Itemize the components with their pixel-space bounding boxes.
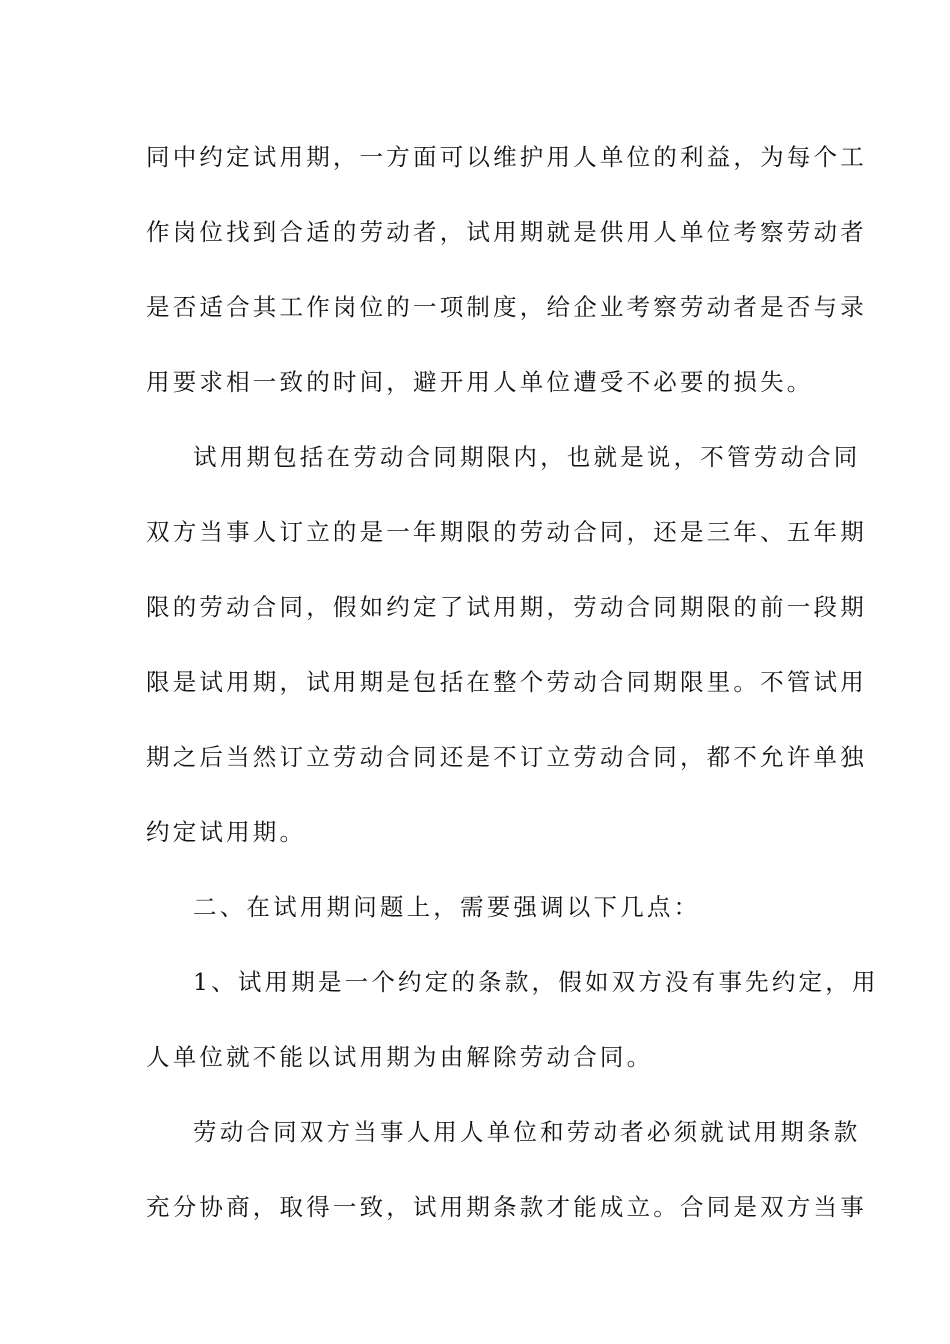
list-item-first-line: 1、试用期是一个约定的条款，假如双方没有事先约定，用 xyxy=(193,968,879,996)
text-line: 限是试用期，试用期是包括在整个劳动合同期限里。不管试用 xyxy=(146,668,867,696)
paragraph-first-line: 试用期包括在劳动合同期限内，也就是说，不管劳动合同 xyxy=(193,443,861,471)
section-heading: 二、在试用期问题上，需要强调以下几点： xyxy=(193,893,701,921)
body-text xyxy=(146,130,879,1255)
text-line: 人单位就不能以试用期为由解除劳动合同。 xyxy=(146,1043,654,1071)
paragraph-first-line: 劳动合同双方当事人用人单位和劳动者必须就试用期条款 xyxy=(193,1118,861,1146)
text-line: 用要求相一致的时间，避开用人单位遭受不必要的损失。 xyxy=(146,368,814,396)
text-line: 同中约定试用期，一方面可以维护用人单位的利益，为每个工 xyxy=(146,143,867,171)
text-line: 限的劳动合同，假如约定了试用期，劳动合同期限的前一段期 xyxy=(146,593,867,621)
text-line: 作岗位找到合适的劳动者，试用期就是供用人单位考察劳动者 xyxy=(146,218,867,246)
text-line: 约定试用期。 xyxy=(146,818,307,846)
text-line: 充分协商，取得一致，试用期条款才能成立。合同是双方当事 xyxy=(146,1193,867,1221)
text-line: 期之后当然订立劳动合同还是不订立劳动合同，都不允许单独 xyxy=(146,743,867,771)
text-line: 双方当事人订立的是一年期限的劳动合同，还是三年、五年期 xyxy=(146,518,867,546)
text-line: 是否适合其工作岗位的一项制度，给企业考察劳动者是否与录 xyxy=(146,293,867,321)
